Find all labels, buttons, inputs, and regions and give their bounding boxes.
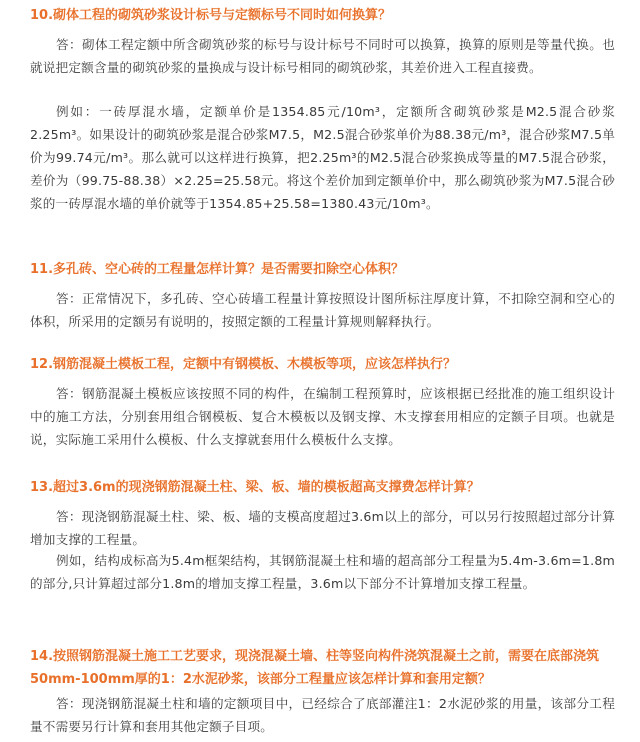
question-11-heading: 11.多孔砖、空心砖的工程量怎样计算？是否需要扣除空心体积？: [30, 262, 405, 277]
answer-14-paragraph: 答：现浇钢筋混凝土柱和墙的定额项目中，已经综合了底部灌注1：2水泥砂浆的用量，该部分工程量不需要另行计算和套用其他定额子目项。: [30, 696, 615, 734]
question-12-heading: 12.钢筋混凝土模板工程，定额中有钢模板、木模板等项，应该怎样执行？: [30, 357, 457, 372]
question-13-heading: 13.超过3.6m的现浇钢筋混凝土柱、梁、板、墙的模板超高支撑费怎样计算？: [30, 480, 480, 495]
question-14-heading: 14.按照钢筋混凝土施工工艺要求，现浇混凝土墙、柱等竖向构件浇筑混凝土之前，需要在底部浇筑50mm-100mm厚的1：2水泥砂浆，该部分工程量应该怎样计算和套用定额？: [30, 649, 600, 687]
answer-12-paragraph: 答：钢筋混凝土模板应该按照不同的构件，在编制工程预算时，应该根据已经批准的施工组织设计中的施工方法，分别套用组合钢模板、复合木模板以及钢支撑、木支撑套用相应的定额子目项。也就是说，实际施工采用什么模板、什么支撑就套用什么模板什么支撑。: [30, 386, 615, 447]
example-13-paragraph: 例如，结构成标高为5.4m框架结构，其钢筋混凝土柱和墙的超高部分工程量为5.4m-3.6m=1.8m的部分,只计算超过部分1.8m的增加支撑工程量，3.6m以下部分不计算增加支撑工程量。: [30, 553, 615, 591]
answer-13-paragraph: 答：现浇钢筋混凝土柱、梁、板、墙的支模高度超过3.6m以上的部分，可以另行按照超过部分计算增加支撑的工程量。: [30, 509, 615, 547]
answer-10-paragraph: 答：砌体工程定额中所含砌筑砂浆的标号与设计标号不同时可以换算，换算的原则是等量代换。也就说把定额含量的砌筑砂浆的量换成与设计标号相同的砌筑砂浆，其差价进入工程直接费。: [30, 37, 615, 75]
answer-11-paragraph: 答：正常情况下，多孔砖、空心砖墙工程量计算按照设计图所标注厚度计算，不扣除空洞和空心的体积，所采用的定额另有说明的，按照定额的工程量计算规则解释执行。: [30, 291, 615, 329]
question-10-heading: 10.砌体工程的砌筑砂浆设计标号与定额标号不同时如何换算？: [30, 8, 392, 23]
example-10-paragraph: 例如：一砖厚混水墙，定额单价是1354.85元/10m³，定额所含砌筑砂浆是M2.5混合砂浆2.25m³。如果设计的砌筑砂浆是混合砂浆M7.5，M2.5混合砂浆单价为88.38元/m³，混合砂浆M7.5单价为99.74元/m³。那么就可以这样进行换算，把2.25m³的M2.5混合砂浆换成等量的M7.5混合砂浆，差价为（99.75-88.38）×2.25=25.58元。将这个差价加到定额单价中，那么砌筑砂浆为M7.5混合砂浆的一砖厚混水墙的单价就等于1354.85+25.58=1380.43元/10m³。: [30, 104, 615, 211]
